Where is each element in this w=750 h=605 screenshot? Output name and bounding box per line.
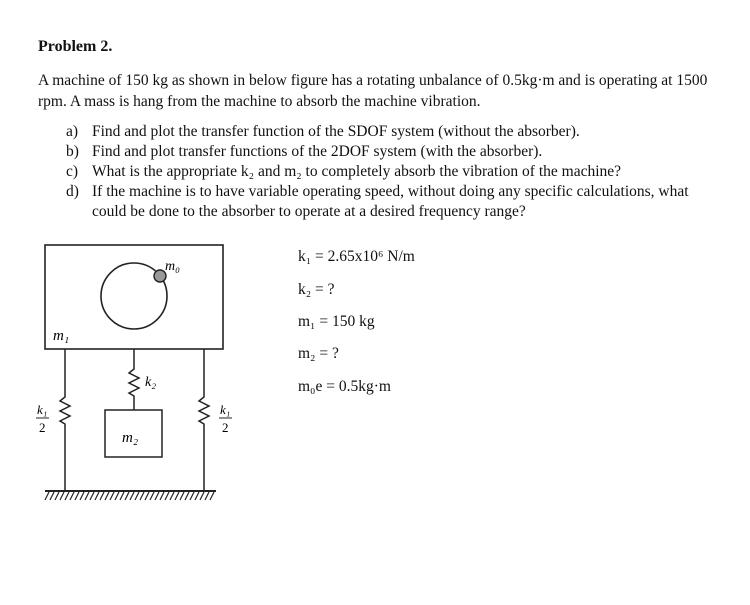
label-k2: k₂ [145,375,157,390]
hatch-mark [130,492,134,500]
hatch-mark [65,492,69,500]
absorber-spring [129,349,139,410]
problem-title: Problem 2. [38,38,113,55]
hatch-mark [105,492,109,500]
hatch-mark [90,492,94,500]
hatch-mark [170,492,174,500]
hatch-mark [180,492,184,500]
ground-hatch [45,492,214,500]
hatch-mark [55,492,59,500]
question-marker: c) [66,163,79,180]
problem-intro: A machine of 150 kg as shown in below figure has a rotating unbalance of 0.5kg·m and is operating at 1500 rpm. A mass is hang from the machine to absorb the machine vibration. [38,72,708,110]
hatch-mark [120,492,124,500]
label-m0: m₀ [165,259,180,274]
given-m0e: m₀e = 0.5kg·m [298,378,391,395]
hatch-mark [150,492,154,500]
hatch-mark [200,492,204,500]
hatch-mark [145,492,149,500]
hatch-mark [205,492,209,500]
machine-box [45,245,223,349]
hatch-mark [195,492,199,500]
left-support-spring [60,349,70,491]
right-support-spring [199,349,209,491]
hatch-mark [70,492,74,500]
hatch-mark [185,492,189,500]
hatch-mark [165,492,169,500]
hatch-mark [125,492,129,500]
given-m2: m₂ = ? [298,345,339,362]
hatch-mark [175,492,179,500]
hatch-mark [135,492,139,500]
hatch-mark [160,492,164,500]
hatch-mark [80,492,84,500]
label-k1-left-den: 2 [39,420,46,435]
hatch-mark [60,492,64,500]
hatch-mark [85,492,89,500]
hatch-mark [190,492,194,500]
hatch-mark [155,492,159,500]
hatch-mark [95,492,99,500]
question-text: Find and plot the transfer function of the SDOF system (without the absorber). [92,123,580,140]
hatch-mark [45,492,49,500]
question-marker: b) [66,143,79,160]
question-text: What is the appropriate k₂ and m₂ to completely absorb the vibration of the machine? [92,163,622,180]
question-marker: a) [66,123,79,140]
given-k2: k₂ = ? [298,281,335,298]
label-m1: m₁ [53,328,70,344]
hatch-mark [115,492,119,500]
question-marker: d) [66,183,79,200]
hatch-mark [100,492,104,500]
hatch-mark [140,492,144,500]
label-k1-right-num: k₁ [220,402,231,417]
question-text: If the machine is to have variable operating speed, without doing any specific calculations, what could be done to the absorber to operate at a desired frequency range? [92,183,689,220]
hatch-mark [50,492,54,500]
hatch-mark [110,492,114,500]
given-k1: k₁ = 2.65x10⁶ N/m [298,248,415,265]
hatch-mark [210,492,214,500]
label-m2: m₂ [122,430,139,446]
label-k1-left-num: k₁ [37,402,48,417]
label-k1-right-den: 2 [222,420,229,435]
given-m1: m₁ = 150 kg [298,313,375,330]
hatch-mark [75,492,79,500]
question-text: Find and plot transfer functions of the 2DOF system (with the absorber). [92,143,543,160]
